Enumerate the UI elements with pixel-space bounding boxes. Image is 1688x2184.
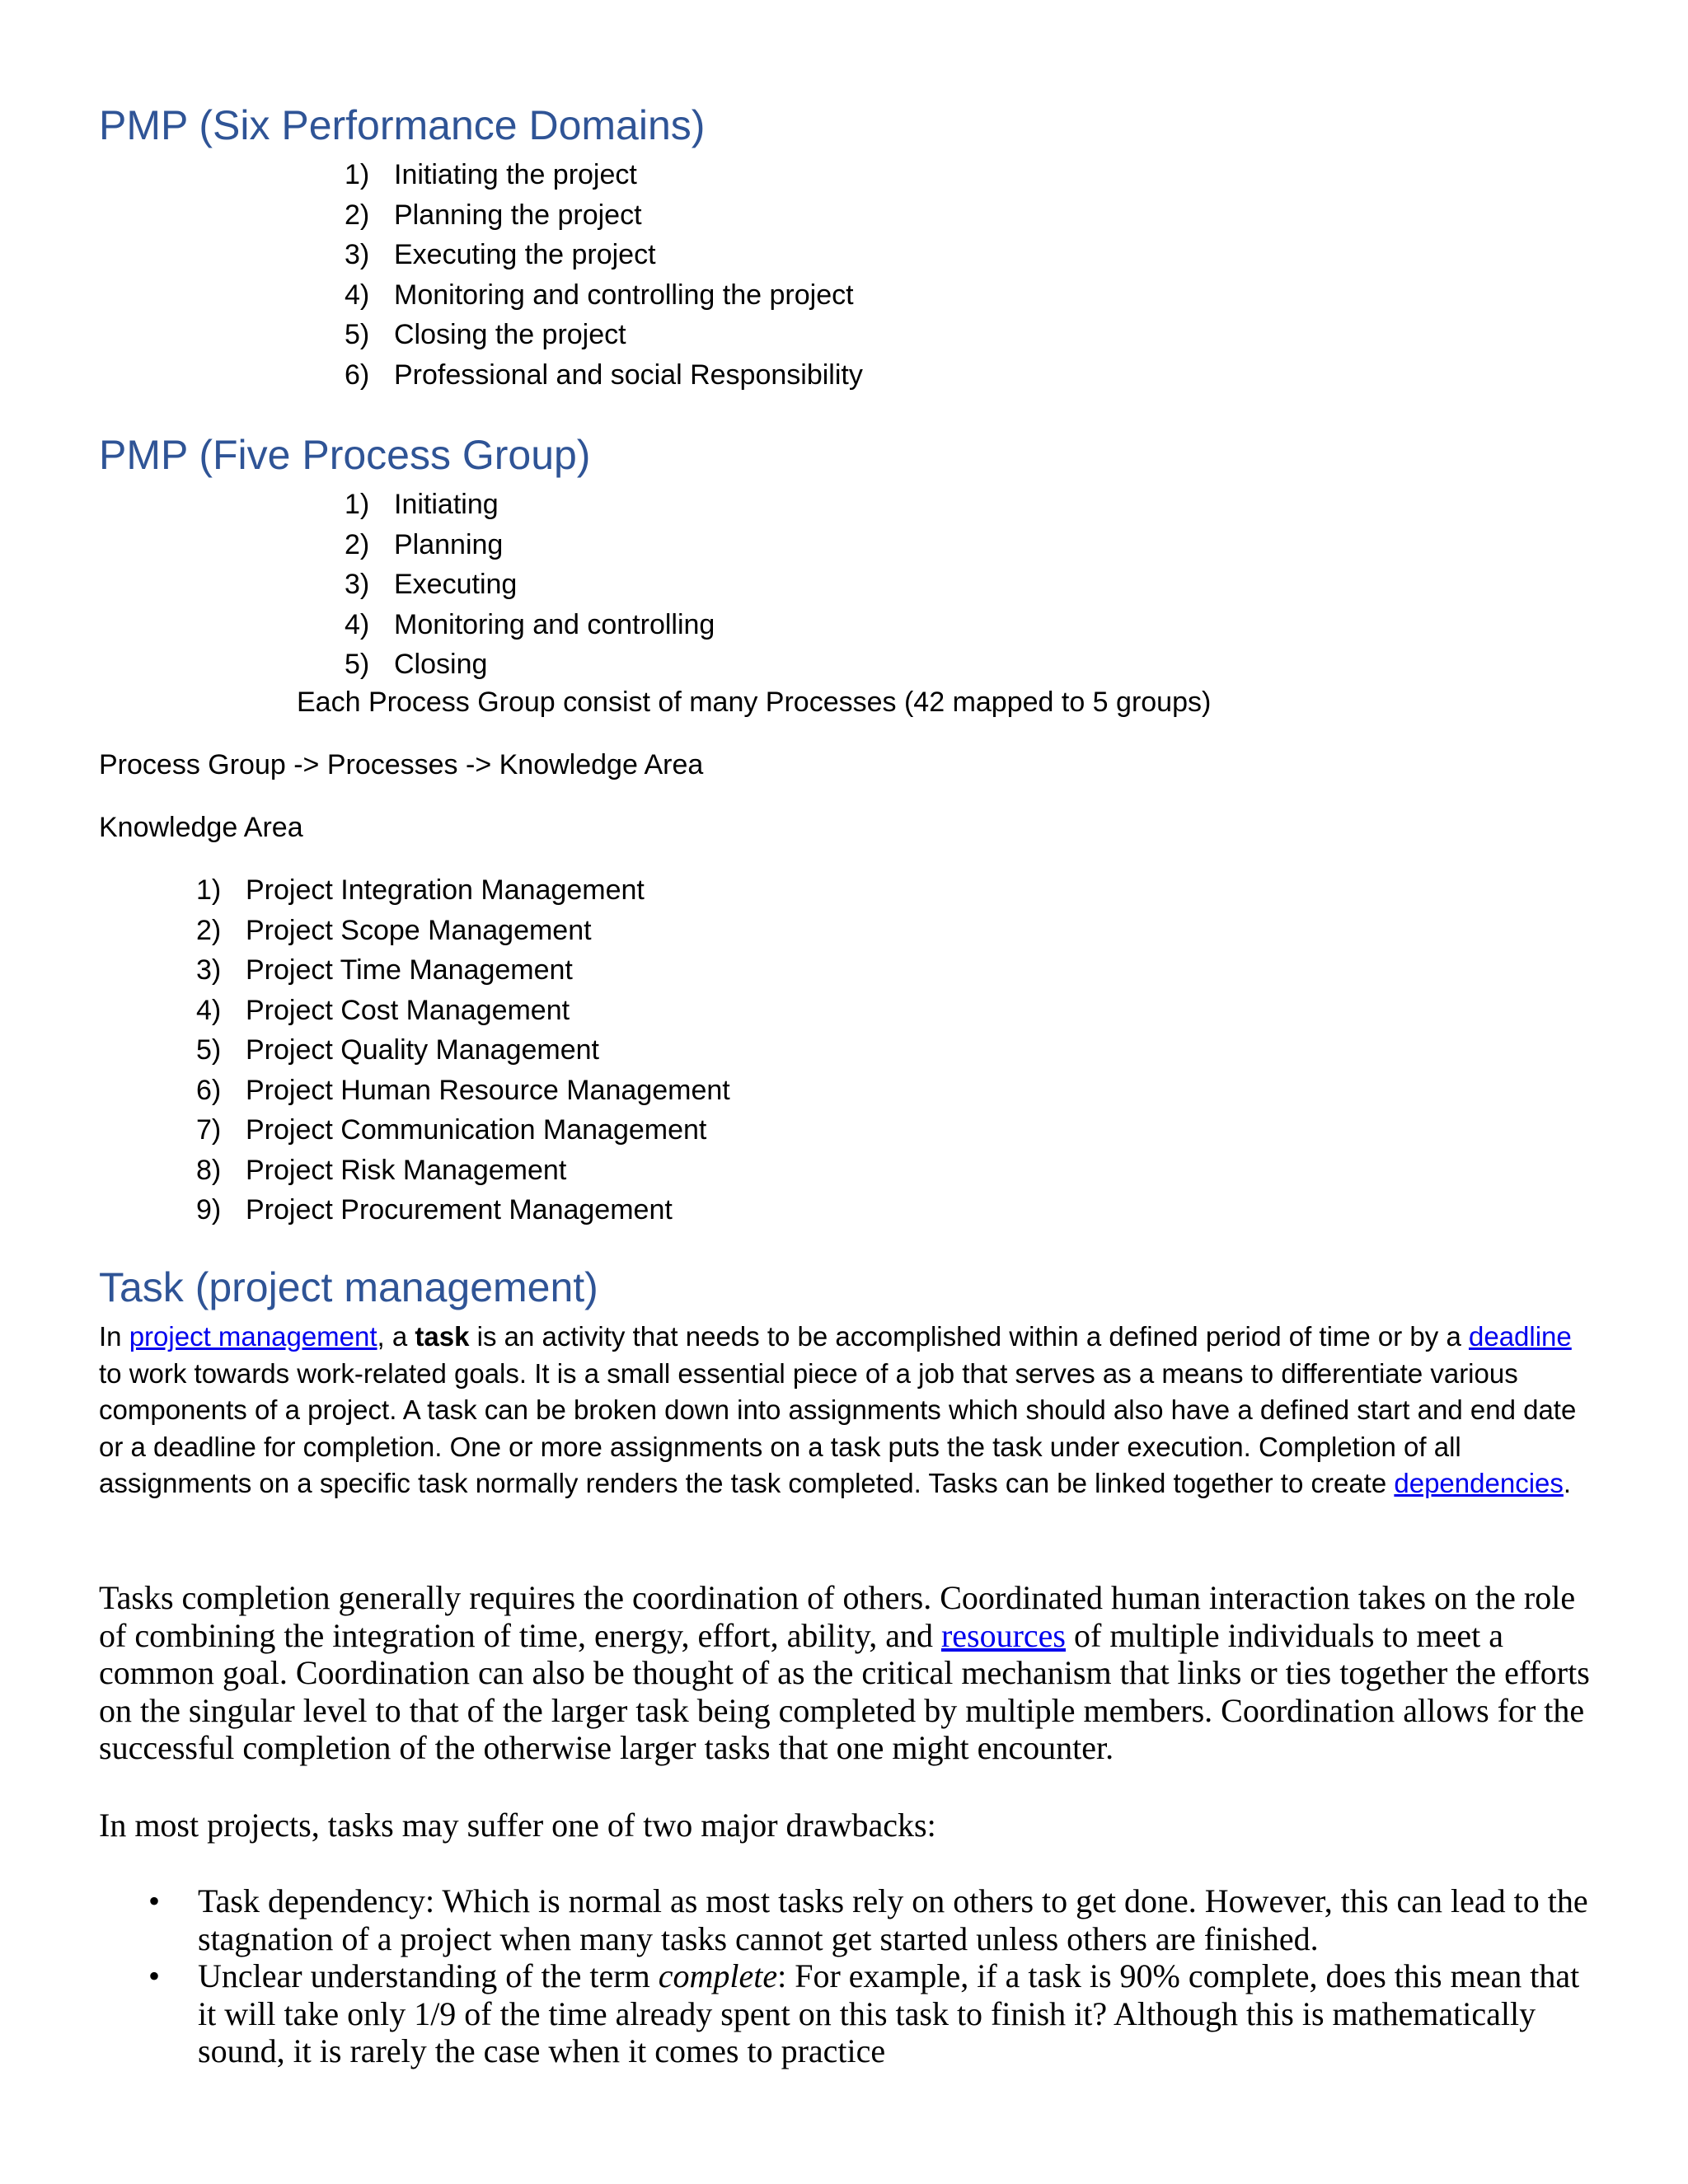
dependencies-link[interactable]: dependencies (1394, 1468, 1564, 1498)
list-item-label: Project Quality Management (246, 1034, 599, 1066)
list-number: 4) (196, 994, 222, 1026)
knowledge-area-title: Knowledge Area (99, 812, 303, 843)
paragraph-text: to work towards work-related goals. It is a small essential piece of a job that serves as a means to differentiate various components of a project. A task can be broken down into assignments which should also have a defined start and end date or a deadline for completion. One or more assignments on a task puts the task under execution. Completion of all assignments on a specific task normally renders the task completed. Tasks can be linked together to create (99, 1357, 1577, 1498)
list-item-label: Planning (394, 528, 504, 560)
task-paragraph-2 (99, 1579, 1599, 1767)
list-number: 7) (196, 1114, 222, 1146)
resources-link[interactable]: resources (940, 1616, 1066, 1654)
paragraph-text: Tasks completion generally requires the coordination of others. Coordinated human interaction takes on the role of combining the integration of time, energy, effort, ability, and (99, 1579, 1576, 1654)
heading-task-project-management: Task (project management) (99, 1264, 598, 1310)
bullet-icon: • (148, 1957, 161, 1994)
bullet-text: Unclear understanding of the term (198, 1957, 659, 1994)
list-item-label: Planning the project (394, 199, 642, 231)
list-item-label: Project Human Resource Management (246, 1074, 730, 1106)
list-number: 5) (196, 1034, 222, 1066)
list-item-label: Monitoring and controlling (394, 608, 715, 640)
list-item-label: Initiating (394, 489, 499, 520)
paragraph-text: of multiple individuals to meet a common goal. Coordination can also be thought of as the critical mechanism that links or ties together the efforts on the singular level to that of the larger task being completed by multiple members. Coordination allows for the successful completion of the otherwise larger tasks that one might encounter. (99, 1616, 1590, 1766)
bullet-icon: • (148, 1882, 161, 1919)
paragraph-text: . (1563, 1468, 1572, 1498)
list-item-label: Project Procurement Management (246, 1194, 673, 1226)
heading-five-process-group: PMP (Five Process Group) (99, 432, 591, 478)
list-number: 9) (196, 1194, 222, 1226)
paragraph-text: is an activity that needs to be accomplished within a defined period of time or by a (469, 1321, 1469, 1352)
list-item-label: Project Scope Management (246, 914, 592, 946)
list-item-label: Executing (394, 569, 518, 600)
heading-six-performance-domains: PMP (Six Performance Domains) (99, 102, 706, 148)
list-item-label: Closing (394, 649, 488, 680)
list-number: 1) (345, 159, 370, 190)
flow-line: Process Group -> Processes -> Knowledge Area (99, 749, 704, 780)
project-management-link[interactable]: project management (129, 1321, 377, 1352)
list-number: 6) (196, 1074, 222, 1106)
list-number: 6) (345, 359, 370, 391)
deadline-link[interactable]: deadline (1468, 1321, 1572, 1352)
list-number: 3) (345, 239, 370, 270)
list-item-label: Project Communication Management (246, 1114, 707, 1146)
list-item-label: Project Time Management (246, 954, 573, 986)
list-number: 1) (345, 489, 370, 520)
list-item-label: Project Risk Management (246, 1154, 567, 1186)
list-number: 2) (196, 914, 222, 946)
list-item-label: Monitoring and controlling the project (394, 279, 854, 311)
list-number: 5) (345, 649, 370, 680)
list-number: 5) (345, 319, 370, 350)
list-item-label: Initiating the project (394, 159, 637, 190)
list-number: 1) (196, 874, 222, 906)
list-item-label: Project Integration Management (246, 874, 645, 906)
list-number: 4) (345, 279, 370, 311)
list-number: 2) (345, 199, 370, 231)
list-number: 3) (345, 569, 370, 600)
drawbacks-list (148, 1882, 1599, 2070)
list-item-label: Professional and social Responsibility (394, 359, 863, 391)
bullet-text: : For example, if a task is 90% complete, does this mean that it will take only 1/9 of the time already spent on this task to finish it? Although this is mathematically sound, it is rarely the case when it comes to practice (198, 1957, 1580, 2069)
list-item (148, 1882, 1599, 1957)
paragraph-text: In (99, 1321, 129, 1352)
list-item-label: Project Cost Management (246, 994, 570, 1026)
list-item (148, 1957, 1599, 2070)
list-number: 4) (345, 608, 370, 640)
complete-italic-term: complete (658, 1957, 778, 1994)
bullet-text: Task dependency: Which is normal as most tasks rely on others to get done. However, this can lead to the stagnation of a project when many tasks cannot get started unless others are finished. (198, 1882, 1588, 1957)
paragraph-text: , a (377, 1321, 415, 1352)
list-item-label: Closing the project (394, 319, 626, 350)
list-number: 3) (196, 954, 222, 986)
task-paragraph-1 (99, 1319, 1582, 1502)
list-item-label: Executing the project (394, 239, 656, 270)
task-bold-term: task (415, 1321, 470, 1352)
list-number: 8) (196, 1154, 222, 1186)
process-groups-note: Each Process Group consist of many Processes (42 mapped to 5 groups) (297, 687, 1212, 718)
list-number: 2) (345, 528, 370, 560)
task-paragraph-3: In most projects, tasks may suffer one of two major drawbacks: (99, 1807, 936, 1844)
